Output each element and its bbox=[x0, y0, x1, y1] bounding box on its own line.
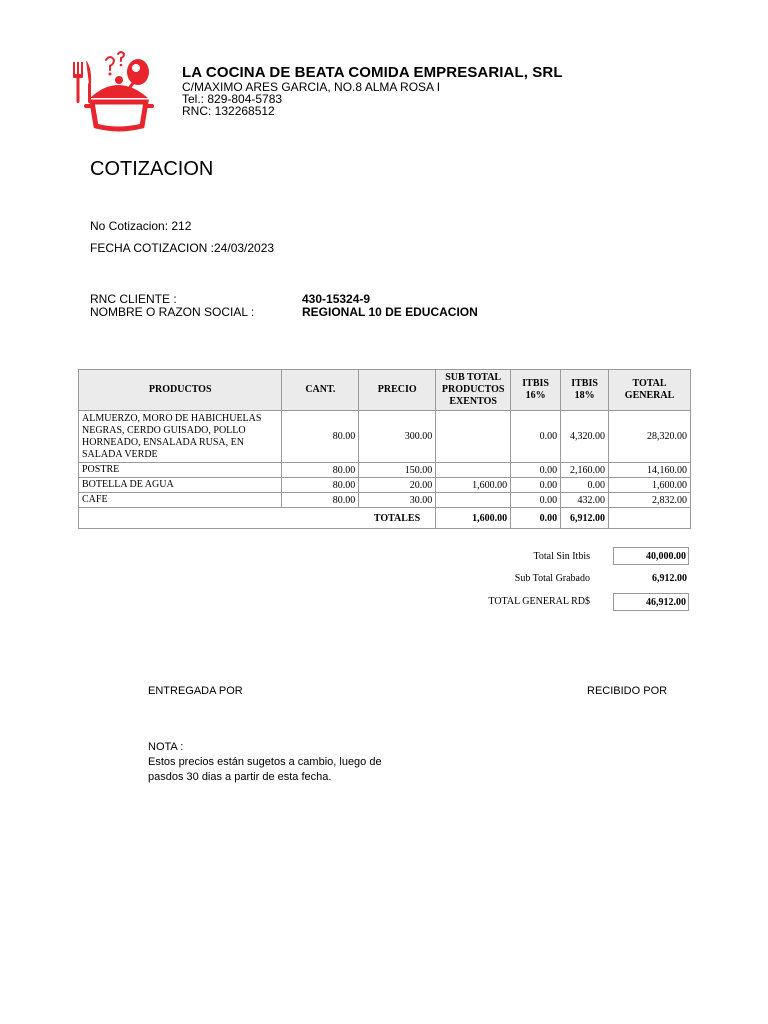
totals-spacer bbox=[282, 508, 359, 529]
delivered-by: ENTREGADA POR bbox=[148, 685, 243, 697]
totals-exento: 1,600.00 bbox=[436, 508, 511, 529]
cell-precio: 150.00 bbox=[359, 463, 436, 478]
totals-row bbox=[79, 508, 691, 529]
cell-cant: 80.00 bbox=[282, 411, 359, 463]
header-itbis18-line1: ITBIS bbox=[571, 378, 598, 389]
note-line: pasdos 30 dias a partir de esta fecha. bbox=[148, 771, 332, 783]
note-line: Estos precios están sugetos a cambio, luego de bbox=[148, 756, 382, 768]
cell-precio: 20.00 bbox=[359, 478, 436, 493]
table-row bbox=[79, 463, 691, 478]
summary-general-label: TOTAL GENERAL RD$ bbox=[488, 596, 590, 607]
cell-cant: 80.00 bbox=[282, 463, 359, 478]
header-itbis16-line1: ITBIS bbox=[522, 378, 549, 389]
cell-total: 1,600.00 bbox=[609, 478, 691, 493]
header-subtotal-line2: PRODUCTOS bbox=[441, 384, 505, 395]
totals-label: TOTALES bbox=[359, 508, 436, 529]
table-row bbox=[79, 411, 691, 463]
header-subtotal-line1: SUB TOTAL bbox=[445, 372, 502, 383]
totals-itbis18: 6,912.00 bbox=[561, 508, 609, 529]
cell-precio: 30.00 bbox=[359, 493, 436, 508]
items-table bbox=[78, 369, 691, 529]
cell-exento: 1,600.00 bbox=[436, 478, 511, 493]
totals-itbis16: 0.00 bbox=[511, 508, 561, 529]
table-row bbox=[79, 478, 691, 493]
client-name-label: NOMBRE O RAZON SOCIAL : bbox=[90, 305, 255, 319]
quote-date: FECHA COTIZACION :24/03/2023 bbox=[90, 241, 275, 255]
client-rnc-label: RNC CLIENTE : bbox=[90, 292, 177, 306]
table-row bbox=[79, 493, 691, 508]
received-by: RECIBIDO POR bbox=[587, 685, 668, 697]
cell-itbis18: 0.00 bbox=[561, 478, 609, 493]
header-subtotal-exentos bbox=[436, 370, 511, 411]
product-description: BOTELLA DE AGUA bbox=[79, 478, 282, 493]
cell-itbis18: 4,320.00 bbox=[561, 411, 609, 463]
product-line: SALADA VERDE bbox=[82, 448, 158, 460]
product-description bbox=[79, 411, 282, 463]
cell-exento bbox=[436, 463, 511, 478]
cell-exento bbox=[436, 493, 511, 508]
client-rnc-value: 430-15324-9 bbox=[302, 292, 371, 306]
summary-sin-itbis-value: 40,000.00 bbox=[613, 547, 689, 565]
header-subtotal-line3: EXENTOS bbox=[449, 396, 497, 407]
header-productos: PRODUCTOS bbox=[79, 370, 282, 411]
cell-total: 28,320.00 bbox=[609, 411, 691, 463]
cell-total: 2,832.00 bbox=[609, 493, 691, 508]
cell-itbis18: 2,160.00 bbox=[561, 463, 609, 478]
product-line: NEGRAS, CERDO GUISADO, POLLO bbox=[82, 424, 246, 436]
header-cant: CANT. bbox=[282, 370, 359, 411]
quote-number: No Cotizacion: 212 bbox=[90, 219, 192, 233]
cell-cant: 80.00 bbox=[282, 493, 359, 508]
company-phone: Tel.: 829-804-5783 bbox=[182, 92, 283, 106]
company-rnc: RNC: 132268512 bbox=[182, 104, 275, 118]
header-itbis18-line2: 18% bbox=[574, 390, 595, 401]
header-itbis18 bbox=[561, 370, 609, 411]
cell-itbis16: 0.00 bbox=[511, 463, 561, 478]
kitchen-pot-logo bbox=[70, 50, 154, 132]
summary-general-value: 46,912.00 bbox=[613, 593, 689, 611]
totals-total bbox=[609, 508, 691, 529]
client-name-value: REGIONAL 10 DE EDUCACION bbox=[302, 305, 478, 319]
header-total-general bbox=[609, 370, 691, 411]
cell-itbis18: 432.00 bbox=[561, 493, 609, 508]
cell-cant: 80.00 bbox=[282, 478, 359, 493]
cell-precio: 300.00 bbox=[359, 411, 436, 463]
summary-sin-itbis-label: Total Sin Itbis bbox=[533, 551, 590, 562]
cell-exento bbox=[436, 411, 511, 463]
cell-itbis16: 0.00 bbox=[511, 493, 561, 508]
product-line: ALMUERZO, MORO DE HABICHUELAS bbox=[82, 412, 262, 424]
table-header-row bbox=[79, 370, 691, 411]
summary-grabado-label: Sub Total Grabado bbox=[514, 573, 590, 584]
cell-itbis16: 0.00 bbox=[511, 411, 561, 463]
company-name: LA COCINA DE BEATA COMIDA EMPRESARIAL, SRL bbox=[182, 64, 563, 81]
summary-grabado-value: 6,912.00 bbox=[652, 573, 687, 584]
document-title: COTIZACION bbox=[90, 158, 214, 180]
company-address: C/MAXIMO ARES GARCIA, NO.8 ALMA ROSA I bbox=[182, 80, 441, 94]
header-itbis16 bbox=[511, 370, 561, 411]
totals-spacer bbox=[79, 508, 282, 529]
cell-total: 14,160.00 bbox=[609, 463, 691, 478]
cell-itbis16: 0.00 bbox=[511, 478, 561, 493]
header-total-line1: TOTAL bbox=[632, 378, 667, 389]
product-description: CAFE bbox=[79, 493, 282, 508]
header-itbis16-line2: 16% bbox=[525, 390, 546, 401]
header-total-line2: GENERAL bbox=[624, 390, 675, 401]
product-description: POSTRE bbox=[79, 463, 282, 478]
note-title: NOTA : bbox=[148, 741, 184, 753]
header-precio: PRECIO bbox=[359, 370, 436, 411]
product-line: HORNEADO, ENSALADA RUSA, EN bbox=[82, 436, 244, 448]
